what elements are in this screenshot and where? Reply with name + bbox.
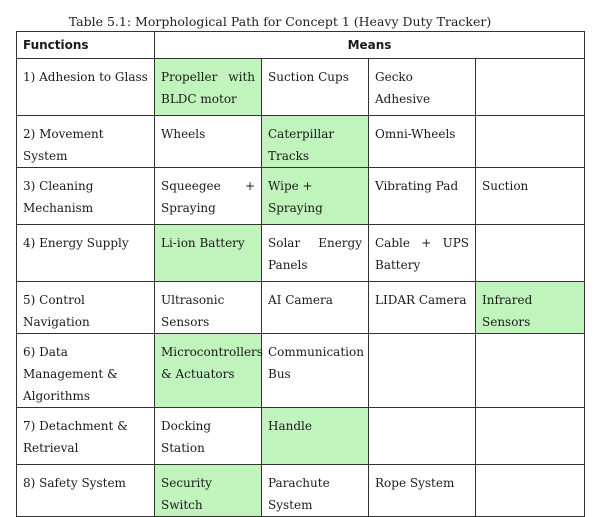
means-cell: Propeller with BLDC motor	[155, 59, 262, 116]
means-cell	[369, 334, 476, 408]
function-cell: 3) Cleaning Mechanism	[17, 168, 155, 225]
means-cell: LIDAR Camera	[369, 282, 476, 334]
means-cell: Wipe + Spraying	[262, 168, 369, 225]
means-header: Means	[155, 32, 585, 59]
table-caption: Table 5.1: Morphological Path for Concept 1 (Heavy Duty Tracker)	[68, 14, 492, 29]
means-cell: Cable + UPS Battery	[369, 225, 476, 282]
means-cell: Rope System	[369, 465, 476, 517]
means-cell: Suction Cups	[262, 59, 369, 116]
means-cell: Communication Bus	[262, 334, 369, 408]
table-row	[17, 168, 585, 225]
function-cell: 5) Control Navigation	[17, 282, 155, 334]
function-cell: 2) Movement System	[17, 116, 155, 168]
means-cell: AI Camera	[262, 282, 369, 334]
means-cell	[369, 408, 476, 465]
function-cell: 6) Data Management & Algorithms	[17, 334, 155, 408]
means-cell: Solar Energy Panels	[262, 225, 369, 282]
means-cell	[476, 408, 585, 465]
table-row	[17, 408, 585, 465]
means-cell: Ultrasonic Sensors	[155, 282, 262, 334]
morphological-table	[16, 31, 585, 517]
table-row	[17, 334, 585, 408]
means-cell: Docking Station	[155, 408, 262, 465]
means-cell: Infrared Sensors	[476, 282, 585, 334]
means-cell: Parachute System	[262, 465, 369, 517]
means-cell: Security Switch	[155, 465, 262, 517]
table-row	[17, 282, 585, 334]
means-cell: Gecko Adhesive	[369, 59, 476, 116]
table-row	[17, 116, 585, 168]
means-cell: Li-ion Battery	[155, 225, 262, 282]
means-cell	[476, 116, 585, 168]
function-cell: 7) Detachment & Retrieval	[17, 408, 155, 465]
means-cell: Suction	[476, 168, 585, 225]
means-cell: Handle	[262, 408, 369, 465]
means-cell: Vibrating Pad	[369, 168, 476, 225]
means-cell	[476, 334, 585, 408]
means-cell	[476, 59, 585, 116]
functions-header: Functions	[17, 32, 155, 59]
means-cell	[476, 225, 585, 282]
means-cell: Microcontrollers & Actuators	[155, 334, 262, 408]
table-row	[17, 465, 585, 517]
means-cell: Squeegee + Spraying	[155, 168, 262, 225]
means-cell: Omni-Wheels	[369, 116, 476, 168]
means-cell	[476, 465, 585, 517]
function-cell: 4) Energy Supply	[17, 225, 155, 282]
means-cell: Caterpillar Tracks	[262, 116, 369, 168]
function-cell: 1) Adhesion to Glass	[17, 59, 155, 116]
table-row	[17, 59, 585, 116]
means-cell: Wheels	[155, 116, 262, 168]
function-cell: 8) Safety System	[17, 465, 155, 517]
header-row	[17, 32, 585, 59]
table-row	[17, 225, 585, 282]
